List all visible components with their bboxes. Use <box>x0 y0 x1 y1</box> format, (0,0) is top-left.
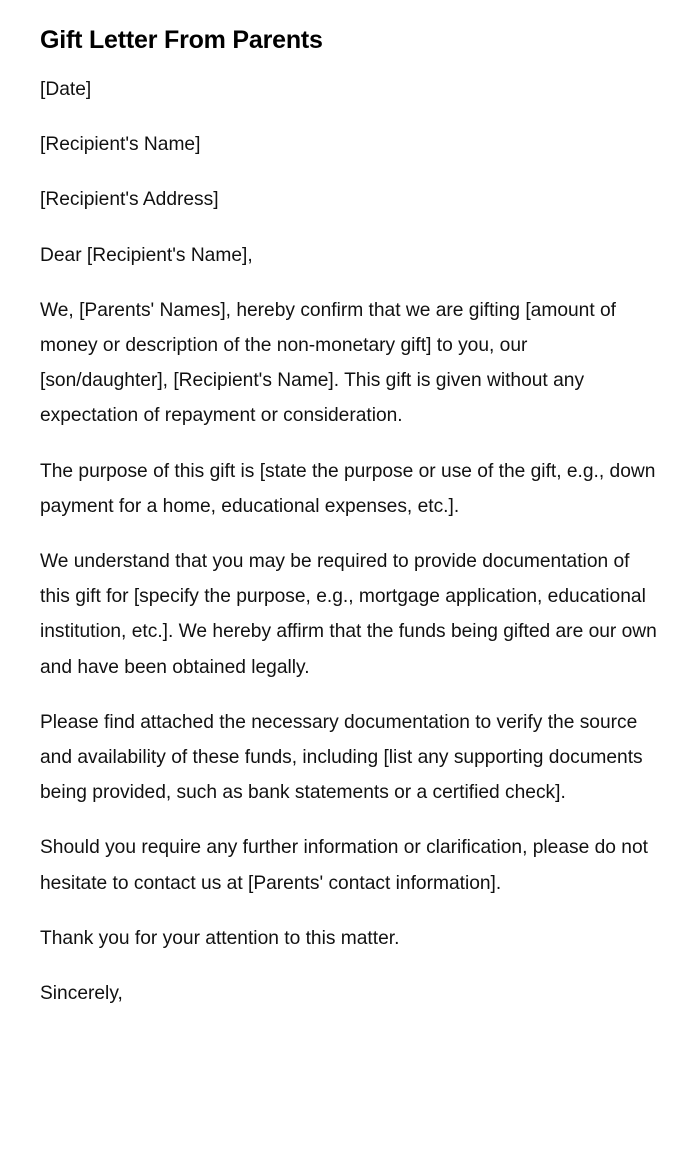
paragraph-gift-purpose: The purpose of this gift is [state the purpose or use of the gift, e.g., down payment for a home, educational expenses, etc.]. <box>40 460 656 517</box>
closing: Sincerely, <box>40 983 123 1005</box>
document-title: Gift Letter From Parents <box>40 26 323 54</box>
recipient-address-line: [Recipient's Address] <box>40 189 219 211</box>
paragraph-attachments: Please find attached the necessary documentation to verify the source and availability of these funds, including [list any supporting documents being provided, such as bank statements or a certified check]. <box>40 711 643 804</box>
paragraph-documentation: We understand that you may be required to provide documentation of this gift for [specify the purpose, e.g., mortgage application, educational institution, etc.]. We hereby affirm that the funds being gifted are our own and have been obtained legally. <box>40 551 657 678</box>
paragraph-gift-confirmation: We, [Parents' Names], hereby confirm that we are gifting [amount of money or description of the non-monetary gift] to you, our [son/daughter], [Recipient's Name]. This gift is given without any expectation of repayment or consideration. <box>40 299 616 427</box>
paragraph-contact: Should you require any further information or clarification, please do not hesitate to contact us at [Parents' contact information]. <box>40 837 648 894</box>
date-line: [Date] <box>40 79 92 100</box>
salutation: Dear [Recipient's Name], <box>40 244 253 266</box>
recipient-name-line: [Recipient's Name] <box>40 134 201 156</box>
paragraph-thanks: Thank you for your attention to this matter. <box>40 927 400 949</box>
